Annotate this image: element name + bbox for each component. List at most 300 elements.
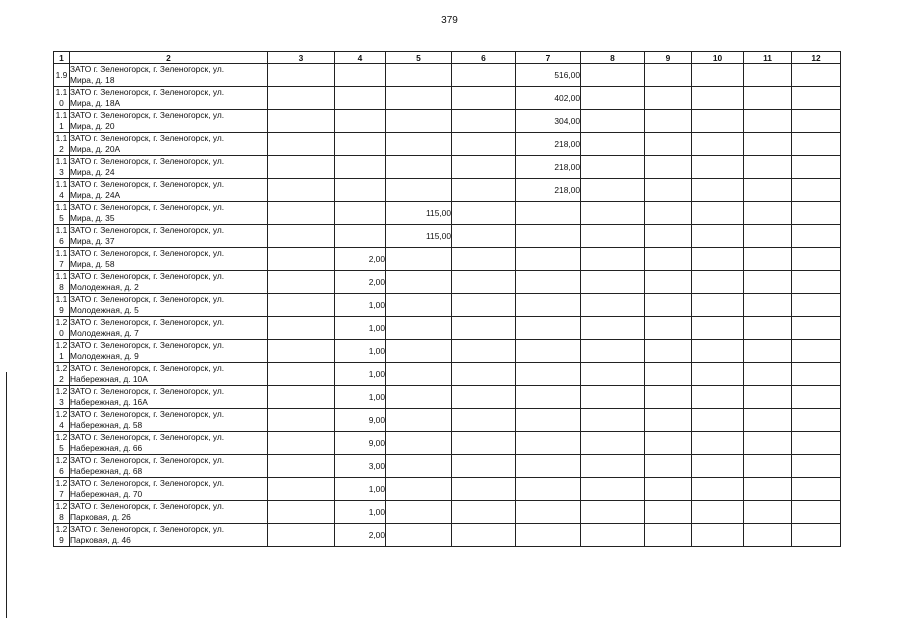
value-cell-col-3 xyxy=(268,179,335,202)
value-cell-col-4 xyxy=(335,386,386,409)
value-cell-col-7 xyxy=(516,524,581,547)
value-cell-col-11 xyxy=(744,156,792,179)
value-cell-col-7 xyxy=(516,501,581,524)
value-cell-col-11 xyxy=(744,317,792,340)
value-cell-col-9 xyxy=(645,340,692,363)
row-number-part: 1.2 xyxy=(55,501,68,512)
value-cell-col-12 xyxy=(792,271,841,294)
value-cell-col-5 xyxy=(386,87,452,110)
value-cell-col-10 xyxy=(692,524,744,547)
value-cell-col-3 xyxy=(268,317,335,340)
value-cell-col-9 xyxy=(645,133,692,156)
value-cell-col-5 xyxy=(386,179,452,202)
address-line: Мира, д. 24А xyxy=(70,189,121,200)
value-cell-col-6 xyxy=(452,409,516,432)
value-cell-col-10 xyxy=(692,248,744,271)
address-cell xyxy=(70,271,268,294)
table-row xyxy=(54,225,841,248)
value-cell-col-8 xyxy=(581,386,645,409)
value-cell-col-10 xyxy=(692,363,744,386)
table-row xyxy=(54,248,841,271)
address-line: ЗАТО г. Зеленогорск, г. Зеленогорск, ул. xyxy=(70,271,225,281)
address-cell xyxy=(70,202,268,225)
value-cell-col-11 xyxy=(744,363,792,386)
value-cell-col-5 xyxy=(386,202,452,225)
value-cell-col-8 xyxy=(581,225,645,248)
value-cell-col-12 xyxy=(792,478,841,501)
value-cell-col-7 xyxy=(516,317,581,340)
value-cell-col-3 xyxy=(268,294,335,317)
value-cell-col-12 xyxy=(792,317,841,340)
value-cell-col-8 xyxy=(581,87,645,110)
value-cell-col-11 xyxy=(744,294,792,317)
value-cell-col-11 xyxy=(744,248,792,271)
value-cell-col-8 xyxy=(581,64,645,87)
value-cell-col-12 xyxy=(792,363,841,386)
address-cell xyxy=(70,133,268,156)
row-number-part: 6 xyxy=(59,236,64,246)
value-cell-col-4 xyxy=(335,64,386,87)
value-cell-col-6 xyxy=(452,64,516,87)
address-line: ЗАТО г. Зеленогорск, г. Зеленогорск, ул. xyxy=(70,455,225,465)
row-number xyxy=(54,340,70,363)
table-row xyxy=(54,156,841,179)
value-cell-col-3 xyxy=(268,409,335,432)
row-number-part: 1.1 xyxy=(55,202,68,213)
value-cell-col-5 xyxy=(386,409,452,432)
address-line: Мира, д. 37 xyxy=(70,235,115,246)
address-cell xyxy=(70,87,268,110)
address-line: ЗАТО г. Зеленогорск, г. Зеленогорск, ул. xyxy=(70,432,225,442)
address-line: Молодежная, д. 5 xyxy=(70,304,139,315)
value-cell-col-4 xyxy=(335,156,386,179)
cell-value: 218,00 xyxy=(554,138,580,149)
value-cell-col-5 xyxy=(386,64,452,87)
value-cell-col-6 xyxy=(452,271,516,294)
value-cell-col-3 xyxy=(268,248,335,271)
address-line: Мира, д. 58 xyxy=(70,258,115,269)
value-cell-col-9 xyxy=(645,432,692,455)
value-cell-col-3 xyxy=(268,340,335,363)
row-number xyxy=(54,248,70,271)
value-cell-col-11 xyxy=(744,87,792,110)
data-table xyxy=(53,51,841,547)
column-header-6: 6 xyxy=(452,52,516,64)
row-number-part: 7 xyxy=(59,259,64,269)
value-cell-col-6 xyxy=(452,87,516,110)
address-line: ЗАТО г. Зеленогорск, г. Зеленогорск, ул. xyxy=(70,110,225,120)
row-number xyxy=(54,294,70,317)
value-cell-col-10 xyxy=(692,202,744,225)
value-cell-col-9 xyxy=(645,317,692,340)
address-cell xyxy=(70,409,268,432)
value-cell-col-3 xyxy=(268,478,335,501)
value-cell-col-5 xyxy=(386,524,452,547)
address-line: ЗАТО г. Зеленогорск, г. Зеленогорск, ул. xyxy=(70,478,225,488)
value-cell-col-9 xyxy=(645,455,692,478)
value-cell-col-4 xyxy=(335,478,386,501)
value-cell-col-4 xyxy=(335,501,386,524)
value-cell-col-7 xyxy=(516,110,581,133)
value-cell-col-3 xyxy=(268,202,335,225)
row-number-part: 1.1 xyxy=(55,110,68,121)
value-cell-col-11 xyxy=(744,409,792,432)
value-cell-col-3 xyxy=(268,225,335,248)
value-cell-col-12 xyxy=(792,110,841,133)
row-number xyxy=(54,110,70,133)
column-header-12: 12 xyxy=(792,52,841,64)
address-line: ЗАТО г. Зеленогорск, г. Зеленогорск, ул. xyxy=(70,409,225,419)
value-cell-col-7 xyxy=(516,179,581,202)
address-line: ЗАТО г. Зеленогорск, г. Зеленогорск, ул. xyxy=(70,64,225,74)
row-number-part: 0 xyxy=(59,328,64,338)
cell-value: 115,00 xyxy=(426,230,451,241)
row-number-part: 1 xyxy=(59,351,64,361)
value-cell-col-12 xyxy=(792,202,841,225)
value-cell-col-7 xyxy=(516,248,581,271)
cell-value: 516,00 xyxy=(554,69,580,80)
address-line: Мира, д. 18А xyxy=(70,97,121,108)
value-cell-col-10 xyxy=(692,225,744,248)
row-number-part: 0 xyxy=(59,98,64,108)
value-cell-col-10 xyxy=(692,133,744,156)
row-number xyxy=(54,317,70,340)
value-cell-col-5 xyxy=(386,248,452,271)
address-line: Парковая, д. 26 xyxy=(70,511,131,522)
column-header-1: 1 xyxy=(54,52,70,64)
value-cell-col-11 xyxy=(744,179,792,202)
value-cell-col-8 xyxy=(581,409,645,432)
value-cell-col-10 xyxy=(692,340,744,363)
address-line: Набережная, д. 58 xyxy=(70,419,143,430)
address-line: Мира, д. 24 xyxy=(70,166,115,177)
value-cell-col-12 xyxy=(792,340,841,363)
address-cell xyxy=(70,294,268,317)
column-header-8: 8 xyxy=(581,52,645,64)
row-number xyxy=(54,478,70,501)
row-number-part: 1.1 xyxy=(55,133,68,144)
value-cell-col-11 xyxy=(744,225,792,248)
value-cell-col-12 xyxy=(792,133,841,156)
value-cell-col-7 xyxy=(516,432,581,455)
value-cell-col-6 xyxy=(452,363,516,386)
address-cell xyxy=(70,501,268,524)
table-row xyxy=(54,386,841,409)
table-body xyxy=(54,64,841,547)
row-number xyxy=(54,156,70,179)
value-cell-col-10 xyxy=(692,317,744,340)
value-cell-col-5 xyxy=(386,133,452,156)
value-cell-col-8 xyxy=(581,202,645,225)
row-number-part: 1.2 xyxy=(55,524,68,535)
table-row xyxy=(54,110,841,133)
value-cell-col-8 xyxy=(581,432,645,455)
value-cell-col-7 xyxy=(516,386,581,409)
value-cell-col-10 xyxy=(692,432,744,455)
table-row xyxy=(54,501,841,524)
value-cell-col-9 xyxy=(645,409,692,432)
value-cell-col-5 xyxy=(386,294,452,317)
table-row xyxy=(54,455,841,478)
row-number-part: 1.1 xyxy=(55,271,68,282)
table-row xyxy=(54,179,841,202)
value-cell-col-10 xyxy=(692,156,744,179)
value-cell-col-4 xyxy=(335,432,386,455)
column-header-2: 2 xyxy=(70,52,268,64)
value-cell-col-6 xyxy=(452,317,516,340)
value-cell-col-11 xyxy=(744,133,792,156)
value-cell-col-6 xyxy=(452,478,516,501)
value-cell-col-4 xyxy=(335,110,386,133)
value-cell-col-10 xyxy=(692,110,744,133)
value-cell-col-4 xyxy=(335,87,386,110)
address-cell xyxy=(70,340,268,363)
value-cell-col-8 xyxy=(581,524,645,547)
value-cell-col-3 xyxy=(268,64,335,87)
row-number xyxy=(54,87,70,110)
address-cell xyxy=(70,317,268,340)
address-line: Мира, д. 20А xyxy=(70,143,121,154)
table-row xyxy=(54,524,841,547)
value-cell-col-3 xyxy=(268,133,335,156)
row-number-part: 5 xyxy=(59,443,64,453)
value-cell-col-4 xyxy=(335,340,386,363)
value-cell-col-8 xyxy=(581,248,645,271)
value-cell-col-3 xyxy=(268,156,335,179)
row-number-part: 1.1 xyxy=(55,248,68,259)
row-number-part: 2 xyxy=(59,374,64,384)
value-cell-col-5 xyxy=(386,501,452,524)
address-cell xyxy=(70,386,268,409)
value-cell-col-6 xyxy=(452,432,516,455)
value-cell-col-11 xyxy=(744,202,792,225)
value-cell-col-4 xyxy=(335,179,386,202)
cell-value: 1,00 xyxy=(368,322,385,333)
value-cell-col-3 xyxy=(268,271,335,294)
value-cell-col-9 xyxy=(645,64,692,87)
row-number xyxy=(54,432,70,455)
table-row xyxy=(54,87,841,110)
address-line: ЗАТО г. Зеленогорск, г. Зеленогорск, ул. xyxy=(70,317,225,327)
value-cell-col-8 xyxy=(581,110,645,133)
cell-value: 1,00 xyxy=(368,368,385,379)
value-cell-col-9 xyxy=(645,87,692,110)
value-cell-col-10 xyxy=(692,501,744,524)
value-cell-col-9 xyxy=(645,294,692,317)
value-cell-col-8 xyxy=(581,340,645,363)
address-line: ЗАТО г. Зеленогорск, г. Зеленогорск, ул. xyxy=(70,524,225,534)
address-line: ЗАТО г. Зеленогорск, г. Зеленогорск, ул. xyxy=(70,386,225,396)
value-cell-col-6 xyxy=(452,110,516,133)
value-cell-col-5 xyxy=(386,363,452,386)
value-cell-col-9 xyxy=(645,501,692,524)
value-cell-col-3 xyxy=(268,386,335,409)
table-row xyxy=(54,317,841,340)
value-cell-col-11 xyxy=(744,271,792,294)
value-cell-col-3 xyxy=(268,501,335,524)
column-header-11: 11 xyxy=(744,52,792,64)
value-cell-col-5 xyxy=(386,317,452,340)
value-cell-col-7 xyxy=(516,271,581,294)
row-number-part: 1.2 xyxy=(55,432,68,443)
cell-value: 304,00 xyxy=(554,115,580,126)
table-row xyxy=(54,202,841,225)
value-cell-col-12 xyxy=(792,179,841,202)
value-cell-col-11 xyxy=(744,386,792,409)
value-cell-col-5 xyxy=(386,386,452,409)
value-cell-col-9 xyxy=(645,478,692,501)
address-cell xyxy=(70,363,268,386)
address-cell xyxy=(70,156,268,179)
value-cell-col-4 xyxy=(335,248,386,271)
row-number-part: 1.9 xyxy=(55,69,68,80)
address-cell xyxy=(70,524,268,547)
address-line: ЗАТО г. Зеленогорск, г. Зеленогорск, ул. xyxy=(70,248,225,258)
cell-value: 2,00 xyxy=(368,276,385,287)
value-cell-col-11 xyxy=(744,432,792,455)
table-row xyxy=(54,271,841,294)
address-line: ЗАТО г. Зеленогорск, г. Зеленогорск, ул. xyxy=(70,501,225,511)
cell-value: 1,00 xyxy=(368,345,385,356)
column-header-7: 7 xyxy=(516,52,581,64)
cell-value: 1,00 xyxy=(368,483,385,494)
row-number-part: 5 xyxy=(59,213,64,223)
row-number-part: 1.1 xyxy=(55,225,68,236)
value-cell-col-4 xyxy=(335,317,386,340)
address-line: Набережная, д. 68 xyxy=(70,465,143,476)
value-cell-col-5 xyxy=(386,156,452,179)
cell-value: 2,00 xyxy=(368,253,385,264)
row-number-part: 1.1 xyxy=(55,294,68,305)
value-cell-col-6 xyxy=(452,179,516,202)
row-number-part: 4 xyxy=(59,190,64,200)
value-cell-col-8 xyxy=(581,156,645,179)
value-cell-col-6 xyxy=(452,202,516,225)
value-cell-col-4 xyxy=(335,409,386,432)
cell-value: 218,00 xyxy=(554,184,580,195)
address-line: ЗАТО г. Зеленогорск, г. Зеленогорск, ул. xyxy=(70,202,225,212)
table-row xyxy=(54,294,841,317)
value-cell-col-3 xyxy=(268,110,335,133)
table-row xyxy=(54,409,841,432)
cell-value: 2,00 xyxy=(368,529,385,540)
row-number xyxy=(54,179,70,202)
value-cell-col-8 xyxy=(581,501,645,524)
cell-value: 9,00 xyxy=(368,437,385,448)
value-cell-col-9 xyxy=(645,271,692,294)
margin-line xyxy=(6,372,7,618)
value-cell-col-11 xyxy=(744,501,792,524)
value-cell-col-6 xyxy=(452,294,516,317)
row-number-part: 4 xyxy=(59,420,64,430)
value-cell-col-3 xyxy=(268,524,335,547)
table-row xyxy=(54,133,841,156)
address-line: ЗАТО г. Зеленогорск, г. Зеленогорск, ул. xyxy=(70,179,225,189)
value-cell-col-7 xyxy=(516,340,581,363)
column-header-3: 3 xyxy=(268,52,335,64)
row-number xyxy=(54,64,70,87)
value-cell-col-10 xyxy=(692,409,744,432)
row-number xyxy=(54,225,70,248)
table-row xyxy=(54,478,841,501)
address-cell xyxy=(70,64,268,87)
value-cell-col-4 xyxy=(335,455,386,478)
value-cell-col-7 xyxy=(516,478,581,501)
cell-value: 115,00 xyxy=(426,207,451,218)
address-line: ЗАТО г. Зеленогорск, г. Зеленогорск, ул. xyxy=(70,133,225,143)
value-cell-col-12 xyxy=(792,248,841,271)
value-cell-col-7 xyxy=(516,133,581,156)
address-line: ЗАТО г. Зеленогорск, г. Зеленогорск, ул. xyxy=(70,363,225,373)
cell-value: 1,00 xyxy=(368,299,385,310)
value-cell-col-12 xyxy=(792,409,841,432)
value-cell-col-6 xyxy=(452,248,516,271)
row-number-part: 9 xyxy=(59,305,64,315)
row-number-part: 3 xyxy=(59,167,64,177)
row-number-part: 1.2 xyxy=(55,340,68,351)
value-cell-col-8 xyxy=(581,363,645,386)
row-number-part: 3 xyxy=(59,397,64,407)
value-cell-col-8 xyxy=(581,271,645,294)
address-line: Молодежная, д. 2 xyxy=(70,281,139,292)
value-cell-col-9 xyxy=(645,363,692,386)
value-cell-col-7 xyxy=(516,455,581,478)
value-cell-col-10 xyxy=(692,478,744,501)
table-row xyxy=(54,64,841,87)
address-cell xyxy=(70,455,268,478)
table-row xyxy=(54,432,841,455)
cell-value: 402,00 xyxy=(554,92,580,103)
value-cell-col-10 xyxy=(692,455,744,478)
row-number xyxy=(54,524,70,547)
value-cell-col-6 xyxy=(452,225,516,248)
row-number-part: 1.1 xyxy=(55,87,68,98)
address-line: Мира, д. 18 xyxy=(70,74,115,85)
value-cell-col-9 xyxy=(645,386,692,409)
value-cell-col-10 xyxy=(692,386,744,409)
value-cell-col-3 xyxy=(268,87,335,110)
cell-value: 9,00 xyxy=(368,414,385,425)
value-cell-col-6 xyxy=(452,386,516,409)
value-cell-col-10 xyxy=(692,179,744,202)
value-cell-col-9 xyxy=(645,179,692,202)
column-header-9: 9 xyxy=(645,52,692,64)
value-cell-col-4 xyxy=(335,524,386,547)
value-cell-col-10 xyxy=(692,64,744,87)
row-number xyxy=(54,455,70,478)
address-line: ЗАТО г. Зеленогорск, г. Зеленогорск, ул. xyxy=(70,156,225,166)
address-cell xyxy=(70,248,268,271)
table-row xyxy=(54,363,841,386)
address-cell xyxy=(70,432,268,455)
value-cell-col-6 xyxy=(452,156,516,179)
value-cell-col-11 xyxy=(744,455,792,478)
row-number-part: 7 xyxy=(59,489,64,499)
value-cell-col-7 xyxy=(516,202,581,225)
header-row xyxy=(54,52,841,64)
value-cell-col-7 xyxy=(516,64,581,87)
value-cell-col-12 xyxy=(792,156,841,179)
address-line: Молодежная, д. 7 xyxy=(70,327,139,338)
row-number-part: 1.2 xyxy=(55,478,68,489)
value-cell-col-12 xyxy=(792,87,841,110)
address-line: Набережная, д. 10А xyxy=(70,373,148,384)
value-cell-col-6 xyxy=(452,340,516,363)
value-cell-col-5 xyxy=(386,271,452,294)
value-cell-col-12 xyxy=(792,64,841,87)
value-cell-col-12 xyxy=(792,501,841,524)
page-number: 379 xyxy=(441,15,458,26)
